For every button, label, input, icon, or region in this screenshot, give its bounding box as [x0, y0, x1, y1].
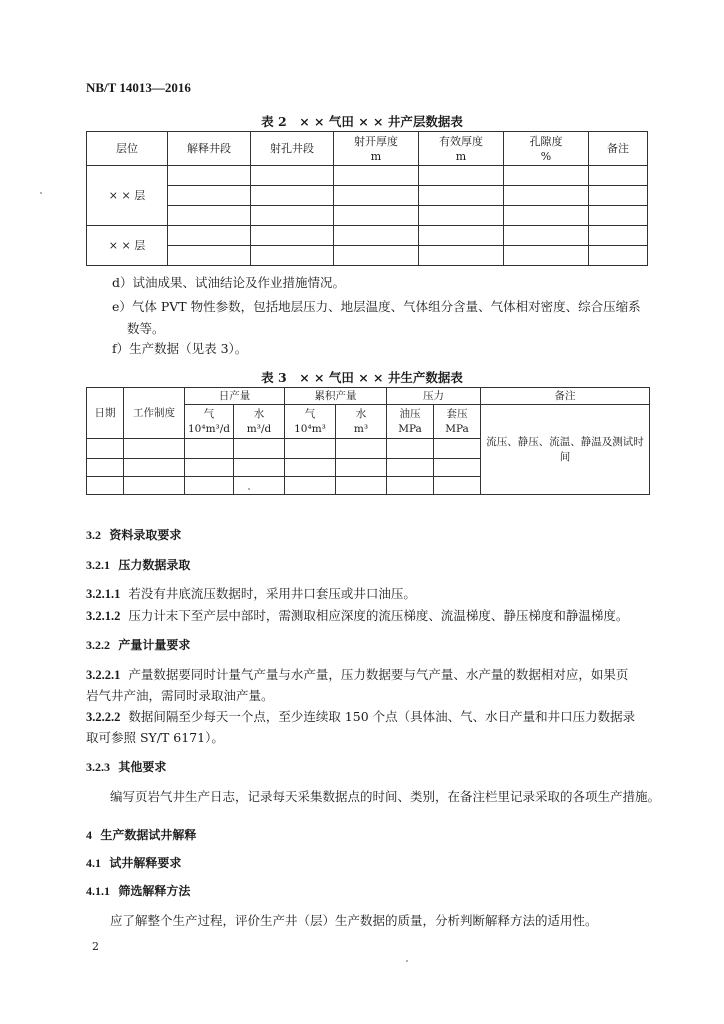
- para-3-2-2-1: 3.2.2.1 产量数据要同时计量气产量与水产量，压力数据要与气产量、水产量的数据相对应，如果页: [86, 667, 629, 682]
- section-3-2-2: 3.2.2 产量计量要求: [86, 638, 191, 652]
- para-3-2-2-2-cont: 取可参照 SY/T 6171）。: [86, 730, 224, 745]
- list-item-e-cont: 数等。: [127, 321, 165, 336]
- t2-header-remarks: 备注: [589, 132, 648, 166]
- t2-group-1: × × 层: [87, 166, 168, 226]
- list-item-e: e）气体 PVT 物性参数，包括地层压力、地层温度、气体组分含量、气体相对密度、综合压缩系: [112, 299, 641, 314]
- t3-sub-casing-pressure: 套压 MPa: [434, 405, 481, 439]
- section-4-1-1: 4.1.1 筛选解释方法: [86, 884, 191, 898]
- para-3-2-3: 编写页岩气井生产日志，记录每天采集数据点的时间、类别，在备注栏里记录采取的各项生产措施。: [110, 789, 661, 804]
- section-3-2: 3.2 资料录取要求: [86, 528, 182, 542]
- t2-header-open-thickness: 射开厚度 m: [334, 132, 419, 166]
- t3-header-cumulative: 累积产量: [285, 388, 387, 405]
- t3-header-daily: 日产量: [185, 388, 285, 405]
- list-item-f: f）生产数据（见表 3）。: [112, 341, 248, 356]
- table3: [86, 387, 650, 495]
- para-3-2-2-1-cont: 岩气井产油，需同时录取油产量。: [86, 688, 274, 703]
- t3-header-remarks: 备注: [481, 388, 650, 405]
- table2: [86, 131, 648, 266]
- t3-sub-daily-water: 水 m³/d: [234, 405, 285, 439]
- para-3-2-2-2: 3.2.2.2 数据间隔至少每天一个点，至少连续取 150 个点（具体油、气、水日产量和井口压力数据录: [86, 709, 636, 724]
- section-3-2-1: 3.2.1 压力数据录取: [86, 558, 191, 572]
- t3-header-date: 日期: [87, 388, 124, 439]
- list-item-d: d）试油成果、试油结论及作业措施情况。: [112, 275, 346, 290]
- scan-speck: [248, 488, 250, 490]
- table3-caption: 表 3 × × 气田 × × 井生产数据表: [261, 370, 463, 385]
- section-4-1: 4.1 试井解释要求: [86, 856, 182, 870]
- t2-header-perf: 射孔井段: [251, 132, 334, 166]
- para-4-1-1: 应了解整个生产过程，评价生产井（层）生产数据的质量，分析判断解释方法的适用性。: [110, 913, 598, 928]
- para-3-2-1-2: 3.2.1.2 压力计末下至产层中部时，需测取相应深度的流压梯度、流温梯度、静压梯度和静温梯度。: [86, 608, 629, 623]
- t3-sub-cum-gas: 气 10⁴m³: [285, 405, 336, 439]
- t2-header-layer: 层位: [87, 132, 168, 166]
- t3-sub-tubing-pressure: 油压 MPa: [387, 405, 434, 439]
- section-3-2-3: 3.2.3 其他要求: [86, 760, 167, 774]
- standard-code: NB/T 14013—2016: [86, 80, 191, 95]
- scan-speck: [40, 192, 42, 194]
- t3-remark-text: 流压、静压、流温、静温及测试时间: [481, 405, 650, 495]
- table2-caption: 表 2 × × 气田 × × 井产层数据表: [261, 114, 463, 129]
- t2-header-porosity: 孔隙度 %: [504, 132, 589, 166]
- t3-header-pressure: 压力: [387, 388, 481, 405]
- t3-sub-cum-water: 水 m³: [336, 405, 387, 439]
- page-number: 2: [92, 940, 99, 953]
- t2-header-interp: 解释井段: [168, 132, 251, 166]
- para-3-2-1-1: 3.2.1.1 若没有井底流压数据时，采用井口套压或井口油压。: [86, 586, 416, 601]
- t2-group-2: × × 层: [87, 226, 168, 266]
- scan-speck: [406, 960, 408, 962]
- t2-header-effective-thickness: 有效厚度 m: [419, 132, 504, 166]
- t3-header-regime: 工作制度: [124, 388, 185, 439]
- t3-sub-daily-gas: 气 10⁴m³/d: [185, 405, 234, 439]
- section-4: 4 生产数据试井解释: [86, 828, 197, 842]
